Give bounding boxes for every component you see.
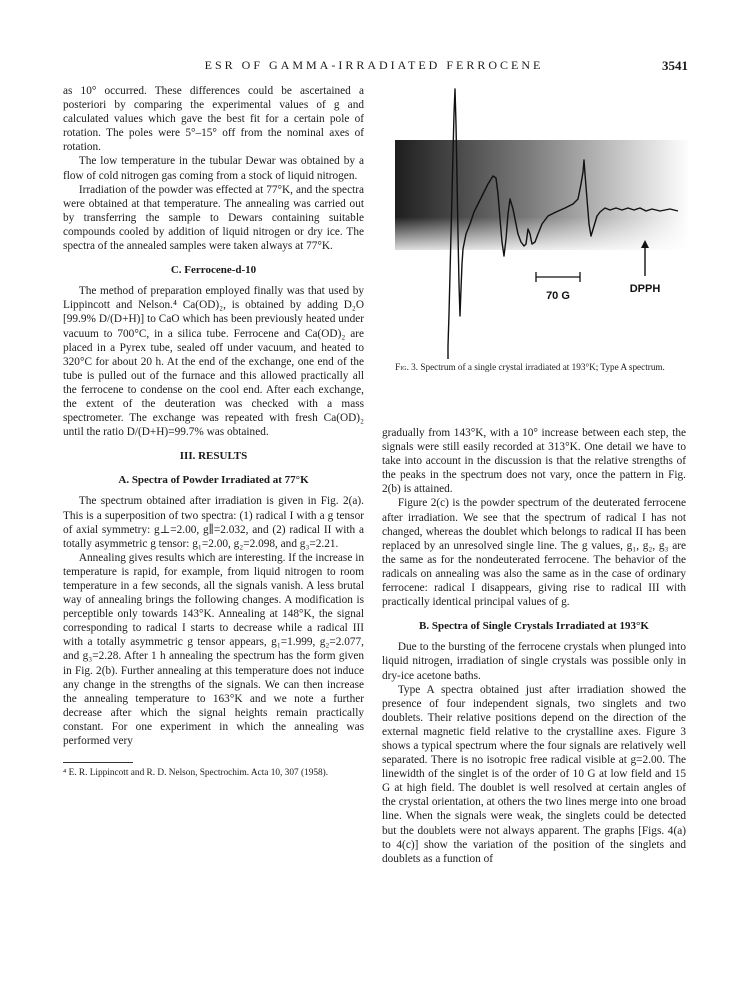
right-column xyxy=(382,426,686,866)
running-title: ESR OF GAMMA-IRRADIATED FERROCENE xyxy=(204,58,544,72)
caption-text: Spectrum of a single crystal irradiated at 193°K; Type A spectrum. xyxy=(420,362,665,372)
paragraph: gradually from 143°K, with a 10° increase between each step, the signals were still easily recorded at 313°K. One detail we have to take into account in the discussion is that the relative strengths of the peaks in the spectrum does not vary, once the pattern in Fig. 2(b) is attained. xyxy=(382,427,686,496)
figure-3 xyxy=(370,84,690,424)
paragraph: The low temperature in the tubular Dewar was obtained by a flow of cold nitrogen gas coming from a stock of liquid nitrogen. xyxy=(63,155,364,182)
paragraph: Annealing gives results which are interesting. If the increase in temperature is rapid, for example, from liquid nitrogen to room temperature in a few seconds, all the signals vanish. A less brutal way of annealing brings the following changes. A modification is perceptible only towards 143°K. Annealing at 148°K, the signal corresponding to radical I starts to decrease while a radical III with a totally asymmetric g tensor appears, g₁=1.999, g₂=2.077, and g₃=2.28. After 1 h annealing the spectrum has the form given in Fig. 2(b). Further annealing at this temperature does not induce any change in the strengths of the signals. We can then increase the annealing temperature to 163°K and we note a further decrease after which the signal heights remain practically constant. For one experiment in which the annealing was performed very xyxy=(63,551,364,748)
running-head xyxy=(60,58,688,78)
paragraph: as 10° occurred. These differences could be ascertained a posteriori by comparing the experimental values of g and calculated values which gave the best fit for a certain pole of rotation. The poles were 5°–15° off from the nominal axes of rotation. xyxy=(63,85,364,154)
paragraph: Due to the bursting of the ferrocene crystals when plunged into liquid nitrogen, irradiation of single crystals was possible only in dry-ice acetone baths. xyxy=(382,641,686,682)
paragraph: Irradiation of the powder was effected at 77°K, and the spectra were obtained at that temperature. The annealing was carried out by transferring the sample to Dewars containing suitable compounds cooled by addition of liquid nitrogen or dry ice. The spectra of the annealed samples were taken always at 77°K. xyxy=(63,183,364,253)
footnote: ⁴ E. R. Lippincott and R. D. Nelson, Spectrochim. Acta 10, 307 (1958). xyxy=(63,768,329,779)
esr-spectrum-plot xyxy=(370,84,690,364)
figure-caption xyxy=(370,362,690,373)
section-heading-results: III. RESULTS xyxy=(179,450,248,463)
section-heading-b: B. Spectra of Single Crystals Irradiated at 193°K xyxy=(419,620,649,633)
section-heading-c: C. Ferrocene-d-10 xyxy=(170,264,257,277)
caption-label: Fig. 3. xyxy=(395,362,419,372)
footnote-rule xyxy=(63,762,133,763)
left-column xyxy=(63,84,364,780)
section-heading-a: A. Spectra of Powder Irradiated at 77°K xyxy=(118,474,309,487)
paragraph: The method of preparation employed finally was that used by Lippincott and Nelson.⁴ Ca(OD)₂, is obtained by adding D₂O [99.9% D/(D+H)] to CaO which has been previously heated under vacuum to 700°C, in a silica tube. Ferrocene and Ca(OD)₂ are placed in a Pyrex tube, sealed off under vacuum, and heated to 320°C for about 20 h. At the end of the exchange, one end of the tube is pulled out of the furnace and this allowed practically all the ferrocene to condense on the cool end. After each exchange, the extent of the deuteration was checked with a mass spectrometer. The exchange was repeated with fresh Ca(OD)₂ until the ratio D/(D+H)=99.7% was obtained. xyxy=(63,285,364,439)
dpph-label: DPPH xyxy=(629,283,661,295)
scale-label: 70 G xyxy=(546,290,570,302)
paragraph: Figure 2(c) is the powder spectrum of the deuterated ferrocene after irradiation. We see that the spectrum of radical I has not changed, whereas the doublet which belongs to radical II has been replaced by an unresolved single line. The g values, g₁, g₂, g₃ are the same as for the nondeuterated ferrocene. The behavior of the radicals on annealing was also the same as in the case of ordinary ferrocene: radical I disappears, giving rise to radical III with practically identical principal values of g. xyxy=(382,497,686,609)
paragraph: The spectrum obtained after irradiation is given in Fig. 2(a). This is a superposition of two spectra: (1) radical I with a g tensor of axial symmetry: g⊥=2.00, g∥=2.032, and (2) radical II with a totally asymmetric g tensor: g₁=2.00, g₂=2.098, and g₃=2.21. xyxy=(63,495,364,550)
paragraph: Type A spectra obtained just after irradiation showed the presence of four independent signals, two singlets and two doublets. Their relative positions depend on the direction of the external magnetic field relative to the crystalline axes. Figure 3 shows a typical spectrum where the four signals are relatively well separated. There is no isotropic free radical visible at g=2.00. The linewidth of the singlet is of the order of 10 G at low field and 15 G at high field. The doublet is well resolved at certain angles of the crystal orientation, at others the two lines merge into one broad line. When the signals were weak, the singlets could be detected but the doublets were not always apparent. The graphs [Figs. 4(a) to 4(c)] show the variation of the position of the singlets and doublets as a function of xyxy=(382,683,686,865)
page-number: 3541 xyxy=(662,58,688,73)
